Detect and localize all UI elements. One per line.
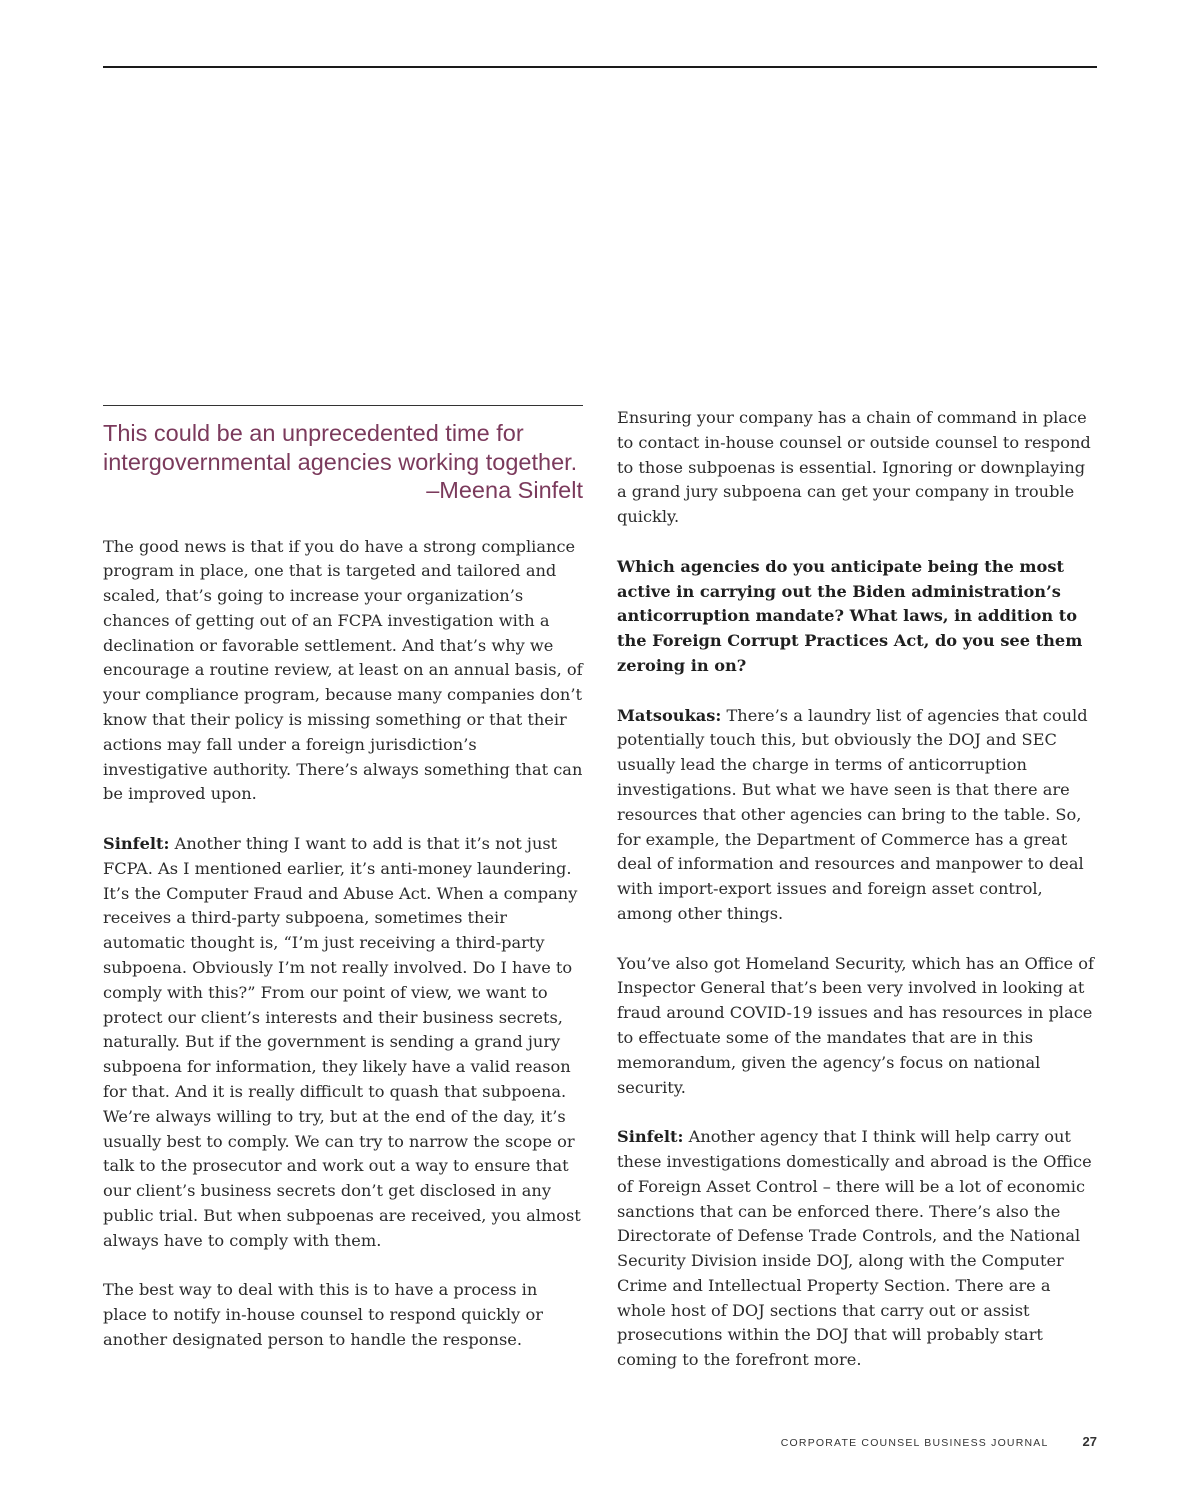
speaker-name: Sinfelt:	[617, 1127, 684, 1147]
pull-quote-text: This could be an unprecedented time for intergovernmental agencies working together.	[103, 420, 578, 475]
publication-name: CORPORATE COUNSEL BUSINESS JOURNAL	[780, 1437, 1049, 1449]
speaker-name: Matsoukas:	[617, 705, 722, 725]
speaker-name: Sinfelt:	[103, 834, 170, 854]
right-column	[617, 406, 1097, 1398]
pull-quote	[103, 405, 583, 505]
paragraph: Ensuring your company has a chain of command in place to contact in-house counsel or outside counsel to respond to those subpoenas is essential. Ignoring or downplaying a grand jury subpoena can get your company in trouble quickly.	[617, 408, 1091, 527]
paragraph-text: Another thing I want to add is that it’s not just FCPA. As I mentioned earlier, it’s anti-money laundering. It’s the Computer Fraud and Abuse Act. When a company receives a third-party subpoena, sometimes their automatic thought is, “I’m just receiving a third-party subpoena. Obviously I’m not really involved. Do I have to comply with this?” From our point of view, we want to protect our client’s interests and their business secrets, naturally. But if the government is sending a grand jury subpoena for information, they likely have a valid reason for that. And it is really difficult to quash that subpoena. We’re always willing to try, but at the end of the day, it’s usually best to comply. We can try to narrow the scope or talk to the prosecutor and work out a way to ensure that our client’s business secrets don’t get disclosed in any public trial. But when subpoenas are received, you almost always have to comply with them.	[103, 834, 581, 1250]
paragraph: The good news is that if you do have a strong compliance program in place, one that is targeted and tailored and scaled, that’s going to increase your organization’s chances of getting out of an FCPA investigation with a declination or favorable settlement. And that’s why we encourage a routine review, at least on an annual basis, of your compliance program, because many companies don’t know that their policy is missing something or that their actions may fall under a foreign jurisdiction’s investigative authority. There’s always something that can be improved upon.	[103, 536, 583, 804]
paragraph: You’ve also got Homeland Security, which has an Office of Inspector General that’s been very involved in looking at fraud around COVID-19 issues and has resources in place to effectuate some of the mandates that are in this memorandum, given the agency’s focus on national security.	[617, 953, 1094, 1097]
paragraph-text: There’s a laundry list of agencies that could potentially touch this, but obviously the DOJ and SEC usually lead the charge in terms of anticorruption investigations. But what we have seen is that there are resources that other agencies can bring to the table. So, for example, the Department of Commerce has a great deal of information and resources and manpower to deal with import-export issues and foreign asset control, among other things.	[617, 705, 1088, 923]
paragraph: The best way to deal with this is to have a process in place to notify in-house counsel to respond quickly or another designated person to handle the response.	[103, 1280, 543, 1349]
page-number: 27	[1082, 1434, 1097, 1449]
paragraph	[617, 704, 1097, 927]
left-column	[103, 405, 583, 1378]
paragraph-text: Another agency that I think will help carry out these investigations domestically and abroad is the Office of Foreign Asset Control – there will be a lot of economic sanctions that can be enforced there. There’s also the Directorate of Defense Trade Controls, and the National Security Division inside DOJ, along with the Computer Crime and Intellectual Property Section. There are a whole host of DOJ sections that carry out or assist prosecutions within the DOJ that will probably start coming to the forefront more.	[617, 1127, 1092, 1370]
paragraph	[617, 1125, 1097, 1373]
interview-question: Which agencies do you anticipate being the most active in carrying out the Biden administration’s anticorruption mandate? What laws, in addition to the Foreign Corrupt Practices Act, do you see them zeroing in on?	[617, 556, 1083, 675]
top-divider	[103, 66, 1097, 68]
paragraph	[103, 832, 583, 1254]
page-footer	[781, 1434, 1097, 1449]
pull-quote-attribution: –Meena Sinfelt	[426, 477, 583, 503]
